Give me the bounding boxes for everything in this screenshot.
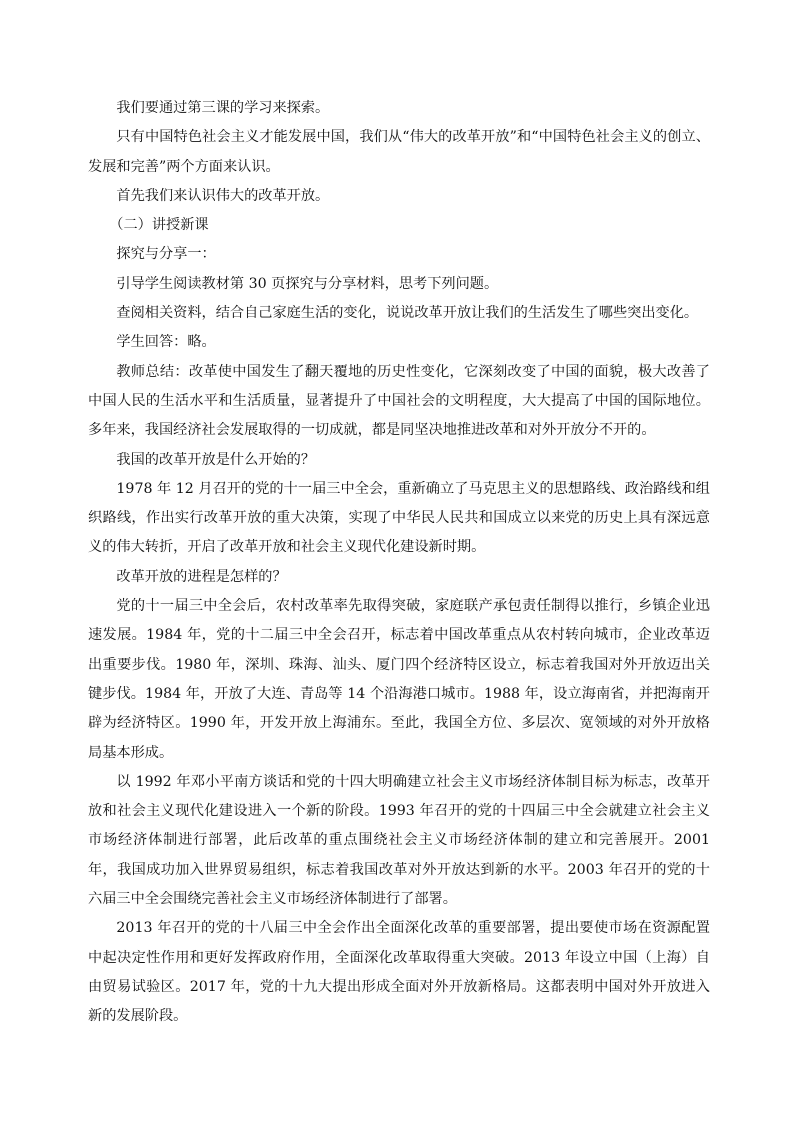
- paragraph-8: 学生回答：略。: [116, 334, 216, 351]
- paragraph-10: 我国的改革开放是什么开始的？: [116, 451, 316, 468]
- paragraph-7: 查阅相关资料，结合自己家庭生活的变化，说说改革开放让我们的生活发生了哪些突出变化。: [116, 305, 699, 322]
- paragraph-6: 引导学生阅读教材第 30 页探究与分享材料，思考下列问题。: [116, 275, 499, 292]
- paragraph-14: 以 1992 年邓小平南方谈话和党的十四大明确建立社会主义市场经济体制目标为标志，改革开放和社会主义现代化建设进入一个新的阶段。1993 年召开的党的十四届三中全会就建立社会主义市场经济体制进行部署，此后改革的重点围绕社会主义市场经济体制的建立和完善展开。2001 年，我国成功加入世界贸易组织，标志着我国改革对外开放达到新的水平。2003 年召开的党的十六届三中全会围绕完善社会主义市场经济体制进行了部署。: [88, 773, 710, 908]
- paragraph-2: 只有中国特色社会主义才能发展中国，我们从“伟大的改革开放”和“中国特色社会主义的创立、发展和完善”两个方面来认识。: [88, 129, 710, 175]
- paragraph-1: 我们要通过第三课的学习来探索。: [116, 100, 330, 116]
- paragraph-13: 党的十一届三中全会后，农村改革率先取得突破，家庭联产承包责任制得以推行，乡镇企业迅速发展。1984 年，党的十二届三中全会召开，标志着中国改革重点从农村转向城市，企业改革迈出重要步伐。1980 年，深圳、珠海、汕头、厦门四个经济特区设立，标志着我国对外开放迈出关键步伐。1984 年，开放了大连、青岛等 14 个沿海港口城市。1988 年，设立海南省，并把海南开辟为经济特区。1990 年，开发开放上海浦东。至此，我国全方位、多层次、宽领域的对外开放格局基本形成。: [88, 598, 710, 761]
- paragraph-5: 探究与分享一：: [116, 246, 216, 263]
- document-page: [88, 94, 710, 1032]
- paragraph-15: 2013 年召开的党的十八届三中全会作出全面深化改革的重要部署，提出要使市场在资源配置中起决定性作用和更好发挥政府作用，全面深化改革取得重大突破。2013 年设立中国（上海）自由贸易试验区。2017 年，党的十九大提出形成全面对外开放新格局。这都表明中国对外开放进入新的发展阶段。: [88, 920, 710, 1025]
- paragraph-3: 首先我们来认识伟大的改革开放。: [116, 187, 330, 204]
- paragraph-12: 改革开放的进程是怎样的？: [116, 568, 287, 585]
- paragraph-11: 1978 年 12 月召开的党的十一届三中全会，重新确立了马克思主义的思想路线、政治路线和组织路线，作出实行改革开放的重大决策，实现了中华民人民共和国成立以来党的历史上具有深远意义的伟大转折，开启了改革开放和社会主义现代化建设新时期。: [88, 480, 710, 556]
- section-heading: （二）讲授新课: [109, 217, 209, 234]
- paragraph-9: 教师总结：改革使中国发生了翻天覆地的历史性变化，它深刻改变了中国的面貌，极大改善了中国人民的生活水平和生活质量，显著提升了中国社会的文明程度，大大提高了中国的国际地位。多年来，我国经济社会发展取得的一切成就，都是同坚决地推进改革和对外开放分不开的。: [88, 363, 710, 439]
